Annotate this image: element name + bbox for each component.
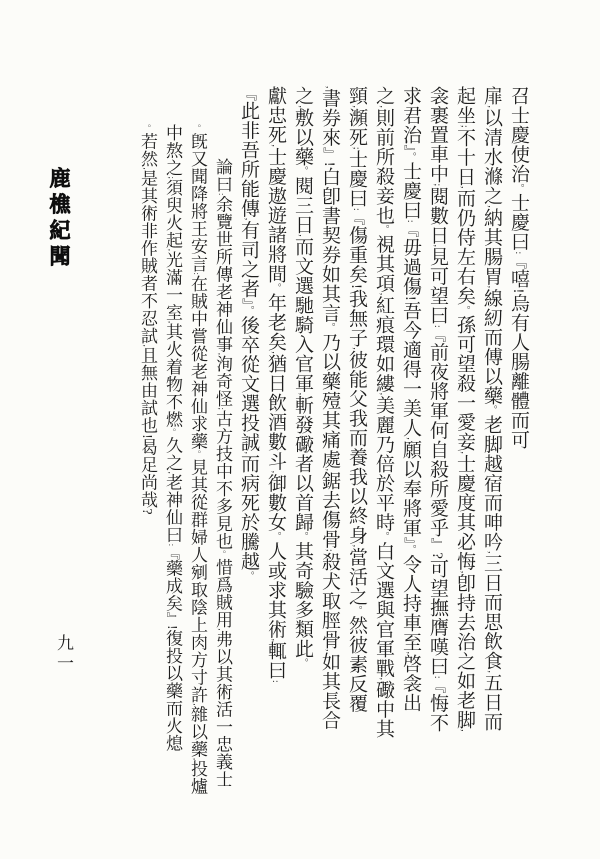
- punctuation: 。: [243, 571, 253, 581]
- punctuation: ,: [486, 285, 496, 289]
- punctuation: :: [192, 272, 202, 275]
- punctuation: :: [351, 208, 361, 211]
- punctuation: ;: [324, 549, 334, 552]
- punctuation: ,: [270, 144, 280, 147]
- text-column: 求君治』。士慶曰:『毋過傷!吾今適得一美人,願以奉將軍』。令人持車至,啓衾出: [400, 86, 421, 713]
- punctuation: 。: [270, 531, 280, 542]
- punctuation: ,: [167, 471, 177, 474]
- punctuation: 。: [297, 166, 307, 176]
- punctuation: 。: [167, 428, 177, 437]
- punctuation: ,: [217, 628, 227, 631]
- punctuation: 。: [192, 449, 202, 459]
- punctuation: ,: [459, 451, 469, 454]
- punctuation: ;: [167, 176, 177, 179]
- punctuation: !: [402, 295, 418, 301]
- punctuation: ,: [378, 677, 388, 680]
- text-column: 獻忠死,士慶遨遊諸將間。年老矣,猶日飲酒數斗,御數女。人或求其術,輒曰:: [265, 86, 286, 683]
- punctuation: ,: [486, 205, 496, 208]
- punctuation: 『: [240, 86, 256, 101]
- text-column: ,書券來』!白卽書契券如其言。乃以藥殪其痛處,鋸去傷骨;殺犬取脛骨,如其長合: [319, 86, 340, 730]
- punctuation: ,: [324, 649, 334, 652]
- punctuation: 『: [348, 210, 364, 226]
- margin-title: 鹿樵紀聞: [47, 167, 71, 271]
- punctuation: ;: [351, 146, 361, 150]
- punctuation: ,: [378, 105, 388, 108]
- text-column: 。旣又聞降將王安言:在賊中嘗從老神仙求藥。見其從群婦人剜取陰上肉方寸許,雜以藥,投爐: [188, 124, 207, 796]
- punctuation: :: [432, 325, 442, 328]
- punctuation: ,: [351, 347, 361, 350]
- punctuation: ,: [486, 105, 496, 108]
- punctuation: 『: [429, 327, 445, 343]
- punctuation: ,: [167, 248, 177, 251]
- punctuation: 。: [324, 322, 334, 333]
- text-block: [136, 86, 528, 812]
- punctuation: 。: [378, 224, 388, 235]
- punctuation: ,: [405, 437, 415, 440]
- punctuation: ,: [378, 292, 388, 296]
- punctuation: ,: [351, 544, 361, 548]
- punctuation: !: [165, 625, 180, 630]
- text-column: 。若然,是其術非作賊者不忍試,且無由試也!曷足尚哉?: [138, 124, 157, 515]
- punctuation: ?: [429, 552, 445, 559]
- text-column: 『此非吾所能傳,有司之者』。後卒從文選投誠,而病死於騰越。: [238, 86, 259, 581]
- punctuation: 。: [351, 605, 361, 616]
- punctuation: ,: [378, 392, 388, 396]
- text-column: 之,則前所殺妾也。視其項,紅痕環如縷,美麗乃倍於平時。白文選與官軍戰,礮中其: [373, 86, 394, 739]
- punctuation: 』: [429, 537, 445, 553]
- punctuation: ,: [432, 244, 442, 248]
- punctuation: ,: [192, 703, 202, 706]
- punctuation: :: [270, 680, 280, 683]
- punctuation: 。: [142, 124, 152, 133]
- punctuation: 。: [243, 305, 253, 316]
- punctuation: 』: [165, 611, 180, 626]
- punctuation: 。: [217, 549, 227, 559]
- punctuation: 』: [402, 537, 418, 545]
- text-column: 召士慶使治。士慶曰:『嘻!烏有人腸離體而可: [508, 86, 529, 450]
- punctuation: ;: [217, 407, 227, 410]
- punctuation: 』: [321, 146, 337, 162]
- punctuation: ,: [217, 352, 227, 355]
- punctuation: ,: [142, 344, 152, 347]
- punctuation: 『: [429, 678, 445, 694]
- punctuation: ,: [324, 468, 334, 472]
- punctuation: 。: [405, 544, 415, 555]
- punctuation: 。: [378, 531, 388, 542]
- text-column: 論曰:余覽世所傳老神仙事,洵奇怪;古方技中不多見也。惜爲賊用,弗以其術活一忠義士: [213, 158, 232, 788]
- punctuation: ,: [459, 729, 469, 732]
- punctuation: !: [510, 288, 526, 294]
- page-number: 九一: [54, 634, 73, 674]
- text-column: 中熬之;須臾火起,光滿一室,其火着物不燃。久之,老神仙曰:『藥成矣』!復投以藥而火熄: [163, 124, 182, 753]
- punctuation: !: [321, 161, 337, 167]
- punctuation: :: [513, 251, 523, 255]
- punctuation: !: [348, 283, 364, 289]
- punctuation: :: [217, 193, 227, 196]
- punctuation: 。: [270, 283, 280, 293]
- punctuation: ,: [270, 470, 280, 474]
- punctuation: :: [432, 675, 442, 679]
- punctuation: 。: [405, 151, 415, 162]
- punctuation: ,: [243, 217, 253, 221]
- punctuation: 』: [402, 144, 418, 152]
- text-column: 衾裹置車中;閱數日,見可望曰:『前夜將軍何自殺所愛乎』?可望撫膺嘆曰:『悔不: [427, 86, 448, 733]
- punctuation: 。: [513, 183, 523, 193]
- punctuation: :: [167, 543, 177, 547]
- punctuation: 。: [297, 531, 307, 542]
- punctuation: ,: [459, 186, 469, 189]
- punctuation: ,: [297, 234, 307, 237]
- punctuation: 『: [402, 222, 418, 238]
- punctuation: ,: [324, 86, 334, 89]
- punctuation: ,: [297, 392, 307, 396]
- text-column: 之,敷以藥。閱三日,而文選馳騎入官軍,斬發礮者以首歸。其奇驗多類此。: [292, 86, 313, 668]
- punctuation: ,: [405, 651, 415, 654]
- punctuation: ,: [142, 167, 152, 170]
- punctuation: ,: [351, 105, 361, 108]
- punctuation: ,: [270, 638, 280, 641]
- punctuation: ;: [459, 125, 469, 128]
- punctuation: ,: [459, 570, 469, 574]
- punctuation: ,: [270, 351, 280, 354]
- punctuation: :: [405, 219, 415, 223]
- punctuation: ;: [432, 183, 442, 187]
- punctuation: ,: [167, 321, 177, 324]
- punctuation: 『: [510, 254, 526, 269]
- text-column: 起坐;不十日,而仍侍左右矣。孫可望殺一愛妾,士慶度其必悔,卽持去治之如老脚,: [454, 86, 475, 732]
- punctuation: ,: [243, 451, 253, 454]
- punctuation: 』: [240, 298, 256, 306]
- punctuation: ,: [486, 670, 496, 673]
- punctuation: 。: [459, 305, 469, 316]
- punctuation: 。: [297, 658, 307, 668]
- text-column: 頸,瀕死;士慶曰:『傷重矣!我無子,彼能父我而養我以終身,當活之。然彼素反覆: [346, 86, 367, 713]
- punctuation: 。: [486, 405, 496, 415]
- punctuation: ,: [297, 105, 307, 108]
- punctuation: !: [140, 434, 155, 439]
- punctuation: 『: [165, 546, 180, 560]
- punctuation: ,: [192, 758, 202, 761]
- punctuation: ?: [140, 508, 155, 515]
- text-column: 扉,以清水滌之,納其腸胃,線紉而傅以藥。老脚越宿而呻吟,三日而思飲食,五日而: [481, 86, 502, 732]
- punctuation: 。: [192, 124, 202, 133]
- punctuation: ,: [486, 551, 496, 554]
